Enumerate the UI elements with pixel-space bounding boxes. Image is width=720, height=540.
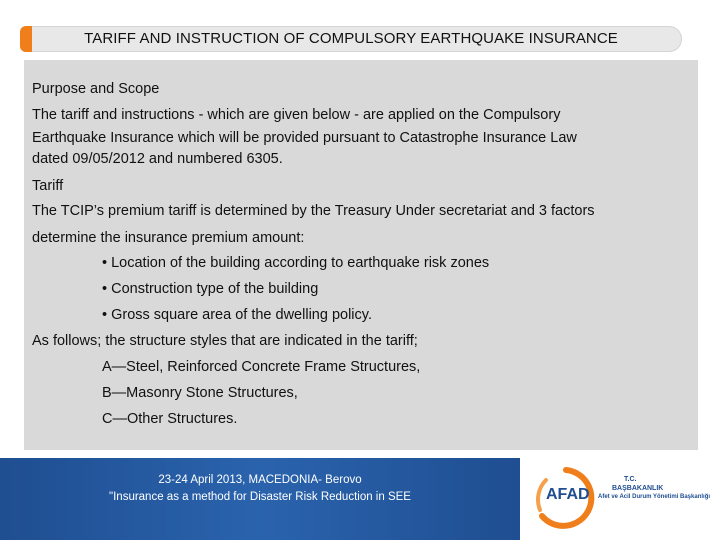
factor-bullet: • Gross square area of the dwelling policy. — [102, 307, 372, 323]
logo-tc: T.C. — [624, 476, 637, 483]
footer-conference-line: "Insurance as a method for Disaster Risk Reduction in SEE — [109, 491, 411, 503]
footer-event-line: 23-24 April 2013, MACEDONIA- Berovo — [158, 474, 362, 486]
purpose-line: Earthquake Insurance which will be provided pursuant to Catastrophe Insurance Law — [32, 130, 577, 146]
logo-basbakanlik: BAŞBAKANLIK — [612, 485, 664, 492]
purpose-line: The tariff and instructions - which are given below - are applied on the Compulsory — [32, 107, 561, 123]
structure-item: A—Steel, Reinforced Concrete Frame Structures, — [102, 359, 421, 375]
purpose-heading: Purpose and Scope — [32, 81, 160, 97]
structure-item: C—Other Structures. — [102, 411, 238, 427]
logo-agency: Afet ve Acil Durum Yönetimi Başkanlığı — [598, 494, 711, 500]
title-bar — [20, 26, 682, 52]
afad-logo-text: AFAD — [546, 486, 590, 503]
afad-logo — [520, 458, 720, 540]
structure-item: B—Masonry Stone Structures, — [102, 385, 298, 401]
tariff-line: determine the insurance premium amount: — [32, 230, 305, 246]
tariff-heading: Tariff — [32, 178, 64, 194]
slide-title: TARIFF AND INSTRUCTION OF COMPULSORY EARTHQUAKE INSURANCE — [84, 30, 618, 47]
tariff-line: The TCIP’s premium tariff is determined by the Treasury Under secretariat and 3 factors — [32, 203, 595, 219]
footer-banner — [0, 458, 520, 540]
footer — [0, 458, 720, 540]
factor-bullet: • Construction type of the building — [102, 281, 319, 297]
content-box — [24, 60, 698, 450]
purpose-line: dated 09/05/2012 and numbered 6305. — [32, 151, 283, 167]
factor-bullet: • Location of the building according to earthquake risk zones — [102, 255, 490, 271]
structures-intro: As follows; the structure styles that are indicated in the tariff; — [32, 333, 418, 349]
